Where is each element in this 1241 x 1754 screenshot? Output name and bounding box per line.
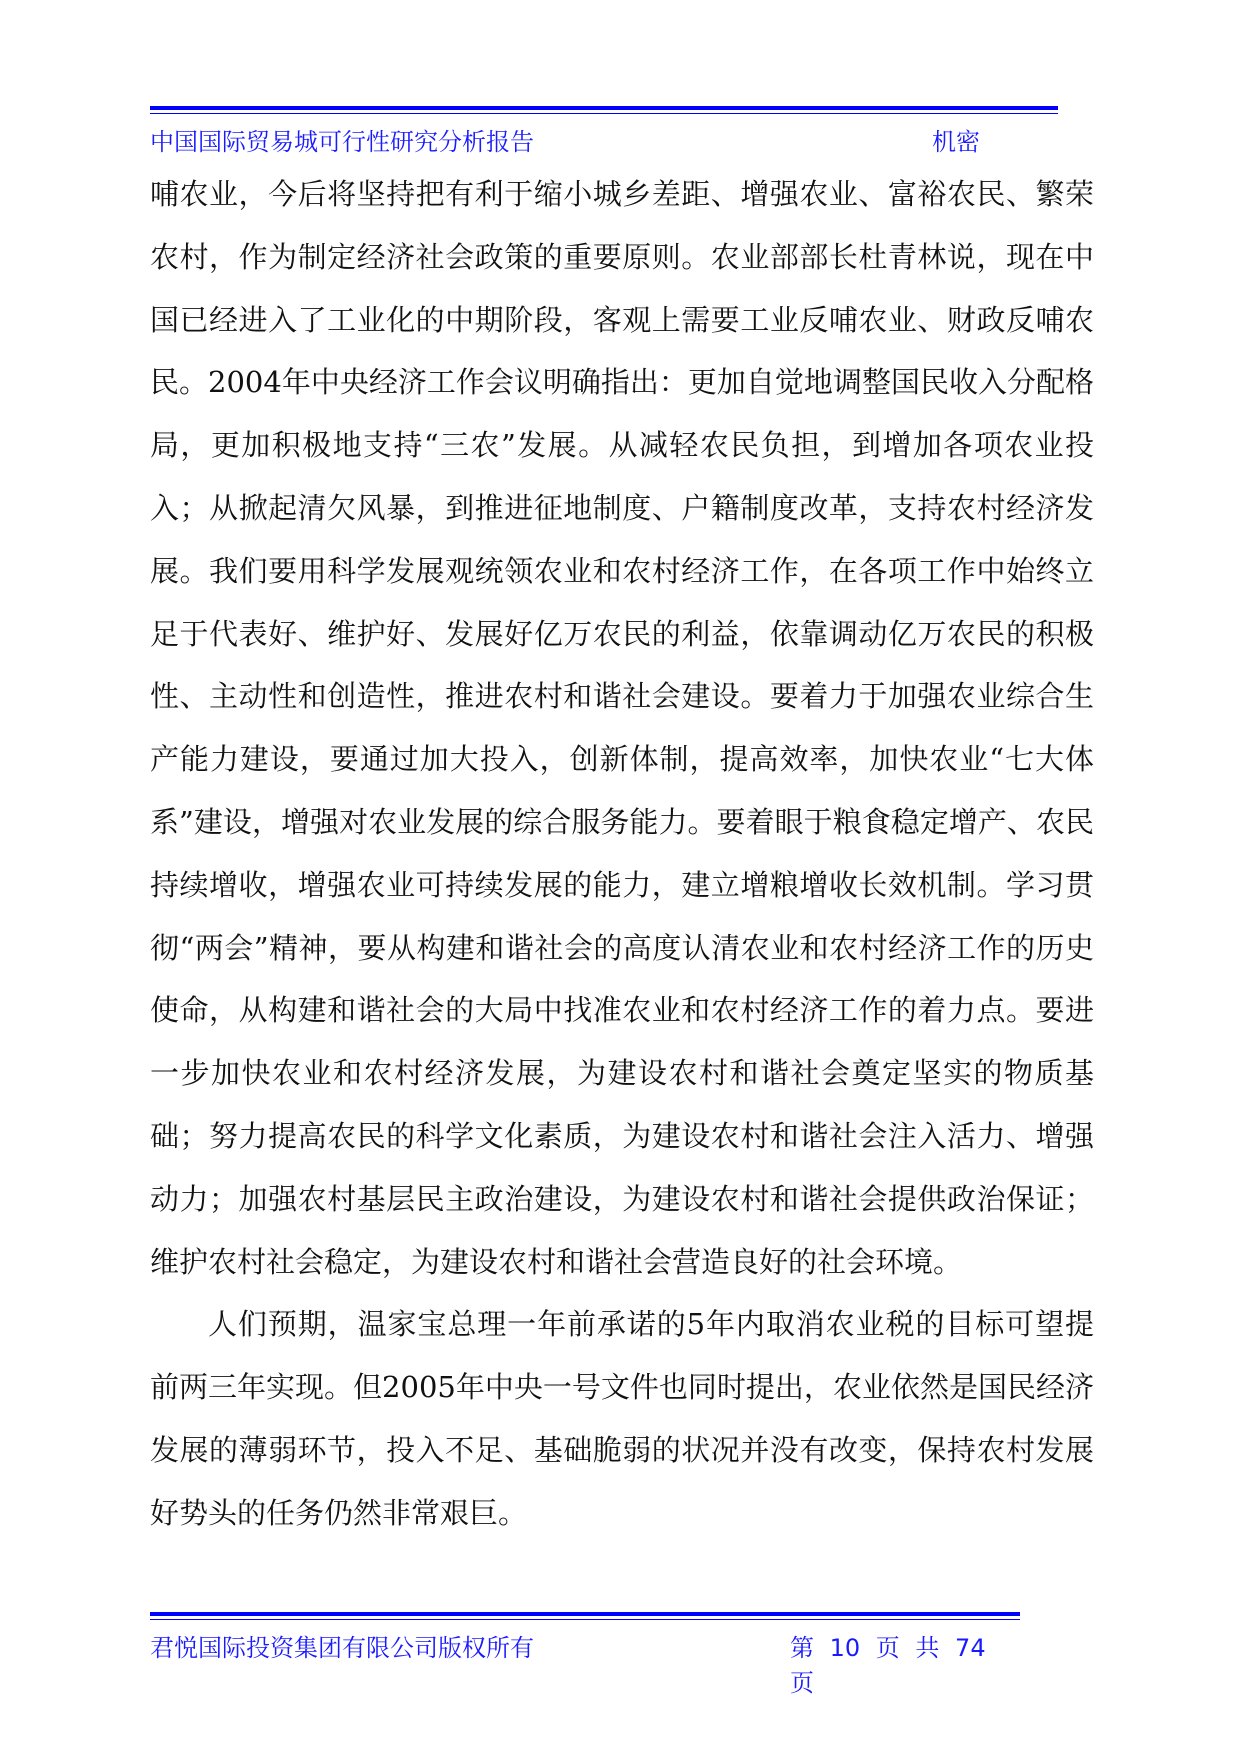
confidential-label: 机密 — [932, 128, 980, 156]
paragraph-continued: 哺农业，今后将坚持把有利于缩小城乡差距、增强农业、富裕农民、繁荣农村，作为制定经济社会政策的重要原则。农业部部长杜青林说，现在中国已经进入了工业化的中期阶段，客观上需要工业反哺农业、财政反哺农民。2004年中央经济工作会议明确指出：更加自觉地调整国民收入分配格局，更加积极地支持“三农”发展。从减轻农民负担，到增加各项农业投入；从掀起清欠风暴，到推进征地制度、户籍制度改革，支持农村经济发展。我们要用科学发展观统领农业和农村经济工作，在各项工作中始终立足于代表好、维护好、发展好亿万农民的利益，依靠调动亿万农民的积极性、主动性和创造性，推进农村和谐社会建设。要着力于加强农业综合生产能力建设，要通过加大投入，创新体制，提高效率，加快农业“七大体系”建设，增强对农业发展的综合服务能力。要着眼于粮食稳定增产、农民持续增收，增强农业可持续发展的能力，建立增粮增收长效机制。学习贯彻“两会”精神，要从构建和谐社会的高度认清农业和农村经济工作的历史使命，从构建和谐社会的大局中找准农业和农村经济工作的着力点。要进一步加快农业和农村经济发展，为建设农村和谐社会奠定坚实的物质基础；努力提高农民的科学文化素质，为建设农村和谐社会注入活力、增强动力；加强农村基层民主政治建设，为建设农村和谐社会提供政治保证；维护农村社会稳定，为建设农村和谐社会营造良好的社会环境。 — [150, 177, 1094, 1279]
page-number: 第 10 页 共 74 页 — [790, 1634, 986, 1697]
header-rule — [150, 106, 1058, 114]
footer-rule — [150, 1612, 1020, 1620]
page-footer — [150, 1624, 1000, 1697]
report-title: 中国国际贸易城可行性研究分析报告 — [150, 128, 534, 156]
body-text — [150, 163, 1094, 1545]
page-header — [150, 118, 980, 156]
copyright-notice: 君悦国际投资集团有限公司版权所有 — [150, 1634, 534, 1662]
paragraph: 人们预期，温家宝总理一年前承诺的5年内取消农业税的目标可望提前两三年实现。但2005年中央一号文件也同时提出，农业依然是国民经济发展的薄弱环节，投入不足、基础脆弱的状况并没有改变，保持农村发展好势头的任务仍然非常艰巨。 — [150, 1307, 1094, 1530]
